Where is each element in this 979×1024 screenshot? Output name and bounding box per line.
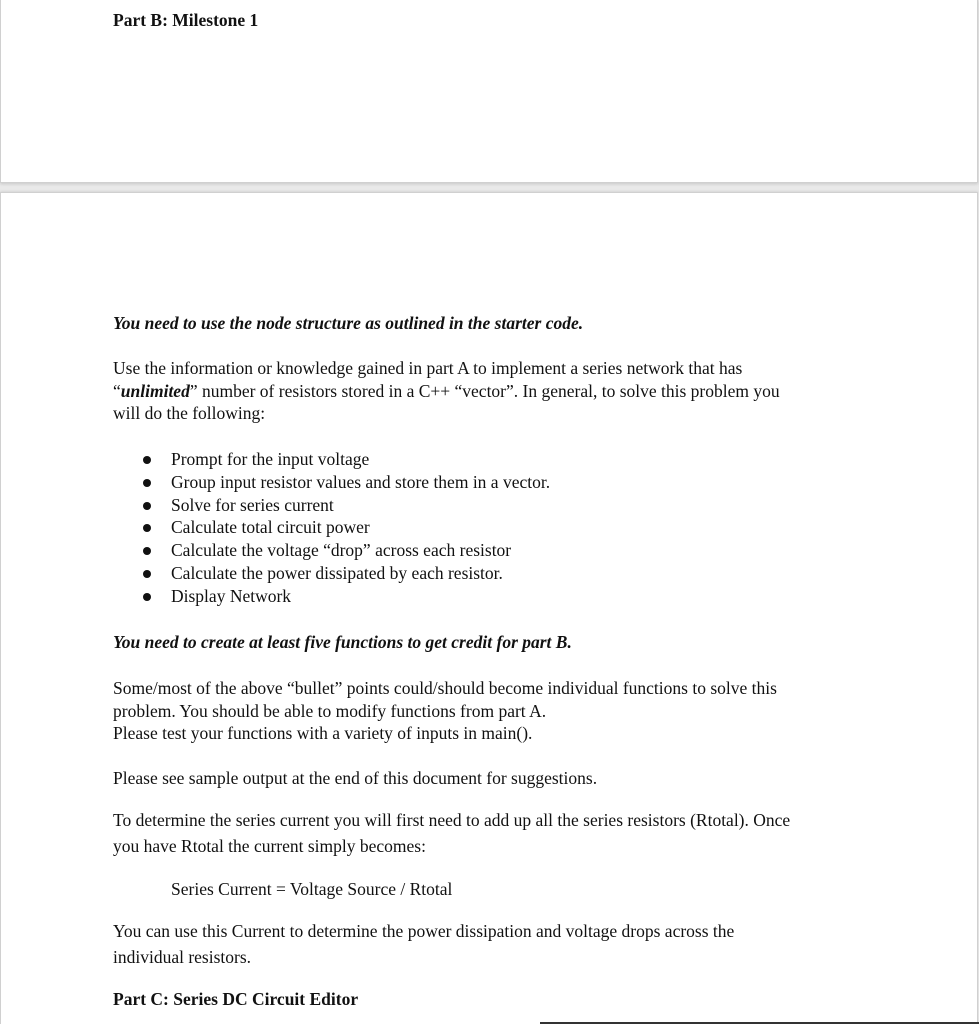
list-item-label: Calculate the voltage “drop” across each resistor bbox=[171, 540, 512, 561]
functions-line-1: Some/most of the above “bullet” points could/should become individual functions to solve this bbox=[113, 678, 777, 698]
list-item-label: Display Network bbox=[171, 585, 292, 606]
list-item bbox=[113, 494, 813, 517]
usage-line-1: You can use this Current to determine the power dissipation and voltage drops across the bbox=[113, 921, 735, 941]
intro-open-quote: “ bbox=[113, 380, 121, 401]
intro-line-1: Use the information or knowledge gained in part A to implement a series network that has bbox=[113, 358, 743, 378]
intro-line-2-rest: ” number of resistors stored in a C++ “vector”. In general, to solve this problem you bbox=[189, 380, 780, 401]
series-current-formula: Series Current = Voltage Source / Rtotal bbox=[171, 879, 453, 899]
intro-line-3: will do the following: bbox=[113, 403, 266, 423]
bullet-icon bbox=[143, 502, 151, 510]
list-item bbox=[113, 448, 813, 471]
bullet-icon bbox=[143, 456, 151, 464]
list-item-label: Prompt for the input voltage bbox=[171, 449, 370, 469]
functions-note: You need to create at least five functions to get credit for part B. bbox=[113, 632, 572, 652]
bullet-icon bbox=[143, 570, 151, 578]
functions-line-2: problem. You should be able to modify functions from part A. bbox=[113, 700, 547, 721]
milestone-heading: Part B: Milestone 1 bbox=[113, 10, 259, 30]
bullet-icon bbox=[143, 479, 151, 487]
list-item bbox=[113, 516, 813, 539]
usage-paragraph bbox=[113, 918, 873, 970]
functions-paragraph bbox=[113, 677, 873, 745]
document-page-1 bbox=[0, 0, 978, 183]
unlimited-emphasis: unlimited bbox=[120, 380, 190, 401]
intro-paragraph bbox=[113, 357, 873, 425]
list-item bbox=[113, 585, 813, 608]
bullet-icon bbox=[143, 547, 151, 555]
bullet-icon bbox=[143, 593, 151, 601]
part-c-heading: Part C: Series DC Circuit Editor bbox=[113, 989, 359, 1009]
functions-line-3: Please test your functions with a variety of inputs in main(). bbox=[113, 723, 533, 743]
list-item-label: Calculate the power dissipated by each resistor. bbox=[171, 562, 503, 583]
list-item-label: Solve for series current bbox=[171, 494, 334, 515]
node-structure-note: You need to use the node structure as outlined in the starter code. bbox=[113, 313, 584, 333]
usage-line-2: individual resistors. bbox=[113, 947, 252, 967]
steps-list bbox=[113, 448, 813, 608]
bullet-icon bbox=[143, 524, 151, 532]
rtotal-line-2: you have Rtotal the current simply becomes: bbox=[113, 836, 426, 856]
intro-line-2 bbox=[113, 380, 873, 403]
list-item-label: Group input resistor values and store them in a vector. bbox=[171, 471, 551, 492]
list-item-label: Calculate total circuit power bbox=[171, 517, 370, 538]
document-page-2 bbox=[0, 192, 978, 1024]
list-item bbox=[113, 539, 813, 562]
rtotal-paragraph bbox=[113, 807, 873, 859]
list-item bbox=[113, 471, 813, 494]
rtotal-line-1: To determine the series current you will first need to add up all the series resistors (Rtotal). Once bbox=[113, 810, 791, 830]
sample-output-note: Please see sample output at the end of this document for suggestions. bbox=[113, 768, 598, 788]
list-item bbox=[113, 562, 813, 585]
